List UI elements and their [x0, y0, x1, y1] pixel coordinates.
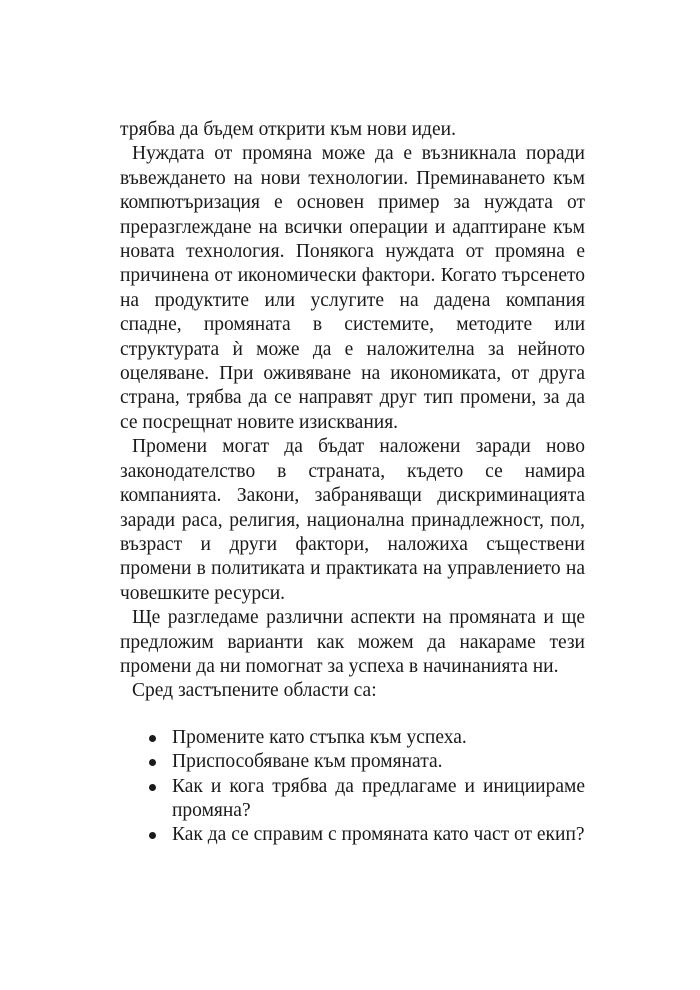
- list-item: [120, 750, 585, 774]
- bullet-icon: [149, 784, 156, 791]
- paragraph-legislation: Промени могат да бъдат наложени заради ново законодателство в страната, където се намира компанията. Закони, забраняващи дискриминацията заради раса, религия, национална принадлежност, пол, възраст и други фактори, наложиха съществени промени в политиката и практиката на управлението на човешките ресурси.: [120, 436, 585, 604]
- bullet-icon: [149, 832, 156, 839]
- paragraph-technology: Нуждата от промяна може да е възникнала поради въвеждането на нови технологии. Преминаването към компютъризация е основен пример за нуждата от преразглеждане на всички операции и адаптиране към новата технология. Понякога нуждата от промяна е причинена от икономически фактори. Когато търсенето на продуктите или услугите на дадена компания спадне, промяната в системите, методите или структурата ѝ може да е наложителна за нейното оцеляване. При оживяване на икономиката, от друга страна, трябва да се направят друг тип промени, за да се посрещнат новите изисквания.: [120, 143, 585, 433]
- areas-list: [120, 726, 585, 848]
- bullet-icon: [149, 735, 156, 742]
- paragraph-continuation: трябва да бъдем открити към нови идеи.: [120, 119, 456, 140]
- paragraph-areas-intro: Сред застъпените области са:: [132, 680, 377, 702]
- page-body: [120, 118, 585, 848]
- list-item-text: Как и кога трябва да предлагаме и инициираме промяна?: [172, 775, 585, 821]
- list-item-text: Как да се справим с промяната като част от екип?: [172, 824, 585, 846]
- list-item: [120, 775, 585, 824]
- list-item-text: Промените като стъпка към успеха.: [172, 726, 467, 748]
- bullet-icon: [149, 759, 156, 766]
- list-item: [120, 823, 585, 847]
- list-item: [120, 726, 585, 750]
- list-item-text: Приспособяване към промяната.: [172, 751, 443, 773]
- paragraph-aspects: Ще разгледаме различни аспекти на промяната и ще предложим варианти как можем да накараме тези промени да ни помогнат за успеха в начинанията ни.: [120, 607, 585, 677]
